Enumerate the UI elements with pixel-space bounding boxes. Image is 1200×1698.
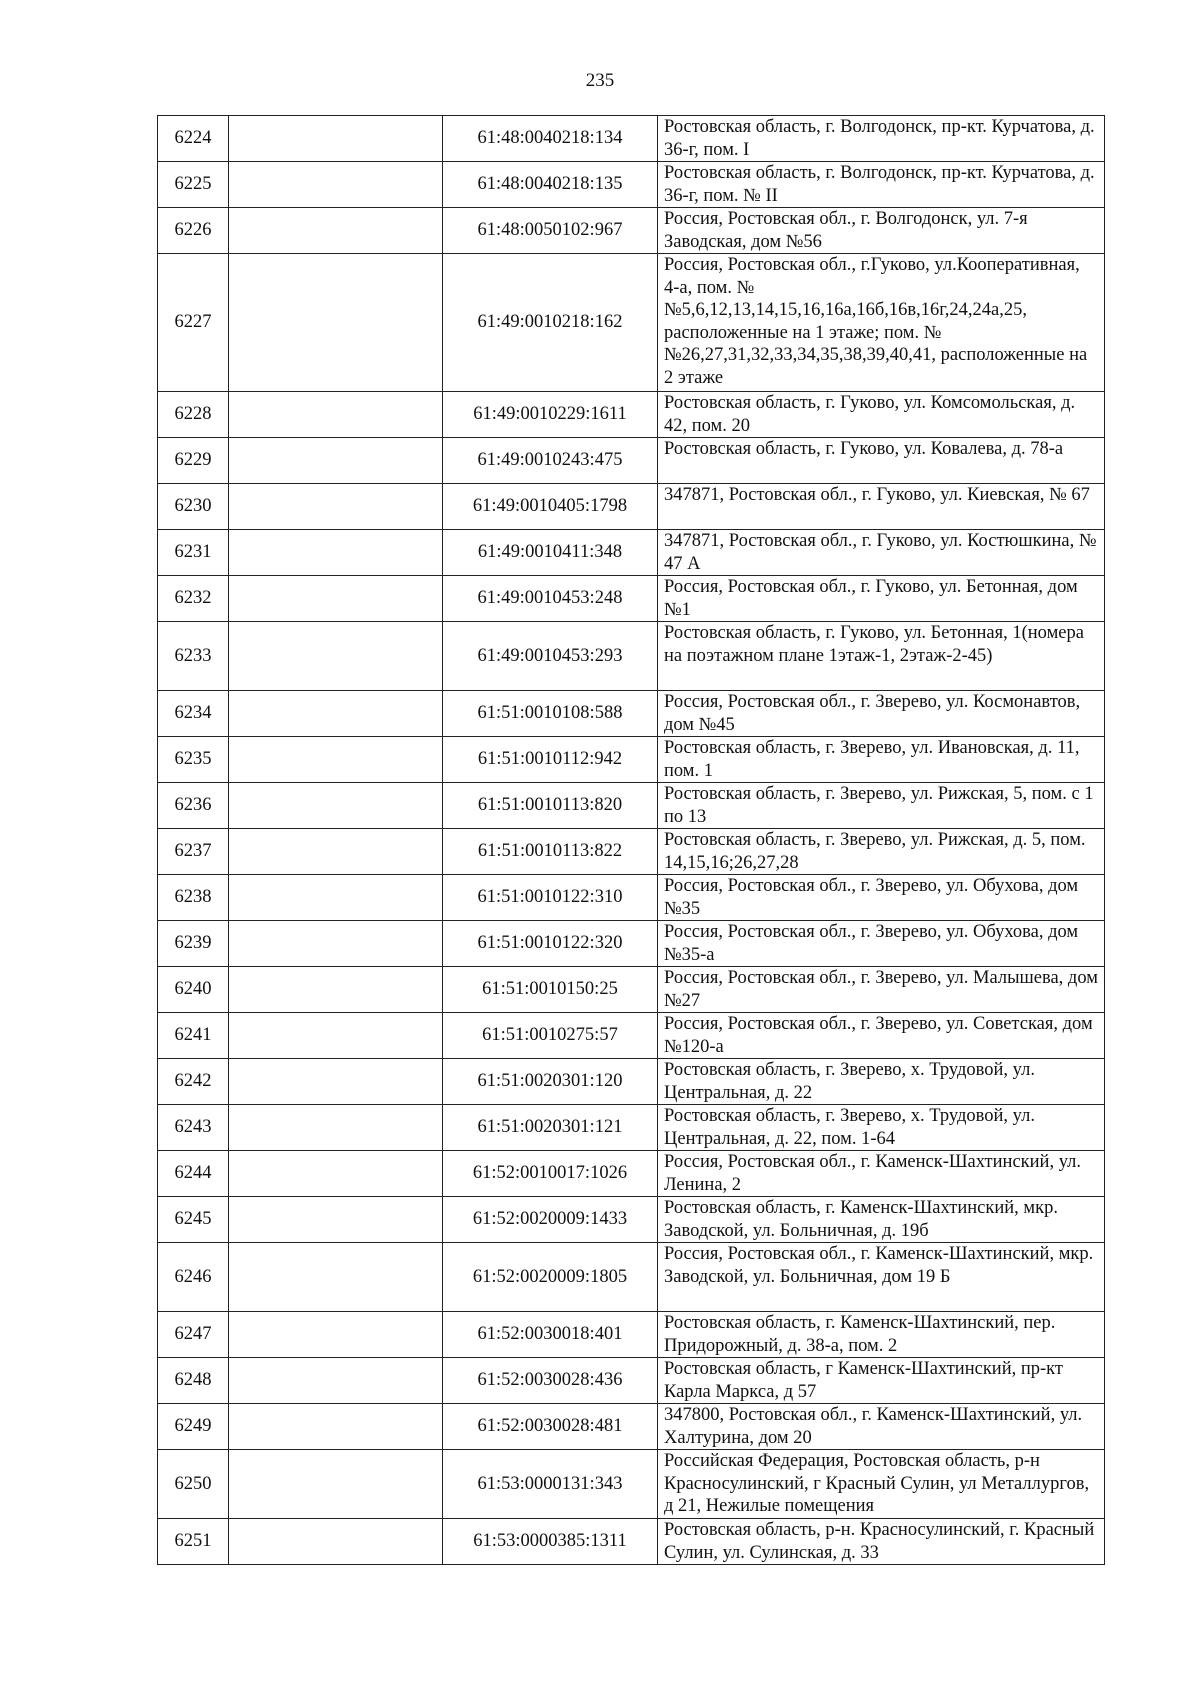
table-row: [158, 829, 1105, 875]
table-row: [158, 1358, 1105, 1404]
row-number-cell: 6250: [158, 1450, 229, 1519]
table-row: [158, 783, 1105, 829]
address-cell: Ростовская область, г Каменск-Шахтинский, пр-кт Карла Маркса, д 57: [658, 1358, 1105, 1404]
cadastral-number-cell: 61:49:0010218:162: [443, 254, 658, 392]
cadastral-number-cell: 61:51:0020301:120: [443, 1059, 658, 1105]
row-blank-cell: [229, 967, 443, 1013]
row-blank-cell: [229, 116, 443, 162]
table-row: [158, 254, 1105, 392]
table-row: [158, 1450, 1105, 1519]
address-cell: Россия, Ростовская обл., г. Волгодонск, ул. 7-я Заводская, дом №56: [658, 208, 1105, 254]
table-row: [158, 921, 1105, 967]
address-cell: Россия, Ростовская обл., г. Зверево, ул. Обухова, дом №35-а: [658, 921, 1105, 967]
table-row: [158, 438, 1105, 484]
row-blank-cell: [229, 737, 443, 783]
cadastral-number-cell: 61:51:0010122:310: [443, 875, 658, 921]
table-row: [158, 208, 1105, 254]
address-cell: Россия, Ростовская обл., г. Гуково, ул. Бетонная, дом №1: [658, 576, 1105, 622]
cadastral-number-cell: 61:49:0010453:293: [443, 622, 658, 691]
row-number-cell: 6232: [158, 576, 229, 622]
row-number-cell: 6229: [158, 438, 229, 484]
cadastral-number-cell: 61:48:0040218:134: [443, 116, 658, 162]
row-blank-cell: [229, 254, 443, 392]
table-row: [158, 1013, 1105, 1059]
cadastral-number-cell: 61:52:0020009:1805: [443, 1243, 658, 1312]
row-blank-cell: [229, 622, 443, 691]
table-row: [158, 1197, 1105, 1243]
address-cell: Россия, Ростовская обл., г. Зверево, ул. Космонавтов, дом №45: [658, 691, 1105, 737]
row-number-cell: 6236: [158, 783, 229, 829]
row-blank-cell: [229, 576, 443, 622]
address-cell: Россия, Ростовская обл., г. Зверево, ул. Советская, дом №120-а: [658, 1013, 1105, 1059]
address-cell: Россия, Ростовская обл., г. Каменск-Шахтинский, мкр. Заводской, ул. Больничная, дом 19 Б: [658, 1243, 1105, 1312]
row-blank-cell: [229, 1243, 443, 1312]
address-cell: Ростовская область, г. Зверево, х. Трудовой, ул. Центральная, д. 22: [658, 1059, 1105, 1105]
cadastral-number-cell: 61:51:0010113:822: [443, 829, 658, 875]
row-blank-cell: [229, 921, 443, 967]
row-number-cell: 6251: [158, 1519, 229, 1565]
address-cell: Ростовская область, г. Волгодонск, пр-кт. Курчатова, д. 36-г, пом. I: [658, 116, 1105, 162]
table-row: [158, 875, 1105, 921]
cadastral-number-cell: 61:51:0010150:25: [443, 967, 658, 1013]
row-number-cell: 6246: [158, 1243, 229, 1312]
table-row: [158, 737, 1105, 783]
address-cell: Ростовская область, г. Каменск-Шахтинский, мкр. Заводской, ул. Больничная, д. 19б: [658, 1197, 1105, 1243]
cadastral-number-cell: 61:49:0010411:348: [443, 530, 658, 576]
row-number-cell: 6226: [158, 208, 229, 254]
address-cell: Ростовская область, г. Зверево, ул. Ивановская, д. 11, пом. 1: [658, 737, 1105, 783]
table-row: [158, 392, 1105, 438]
address-cell: Ростовская область, г. Гуково, ул. Комсомольская, д. 42, пом. 20: [658, 392, 1105, 438]
table-row: [158, 1519, 1105, 1565]
row-blank-cell: [229, 1197, 443, 1243]
address-cell: Россия, Ростовская обл., г. Каменск-Шахтинский, ул. Ленина, 2: [658, 1151, 1105, 1197]
address-cell: Ростовская область, г. Зверево, х. Трудовой, ул. Центральная, д. 22, пом. 1-64: [658, 1105, 1105, 1151]
table-row: [158, 1105, 1105, 1151]
row-number-cell: 6245: [158, 1197, 229, 1243]
address-cell: Ростовская область, г. Гуково, ул. Бетонная, 1(номера на поэтажном плане 1этаж-1, 2этаж-2-45): [658, 622, 1105, 691]
cadastral-number-cell: 61:51:0010275:57: [443, 1013, 658, 1059]
cadastral-number-cell: 61:53:0000131:343: [443, 1450, 658, 1519]
table-row: [158, 1151, 1105, 1197]
address-cell: 347871, Ростовская обл., г. Гуково, ул. Киевская, № 67: [658, 484, 1105, 530]
table-row: [158, 576, 1105, 622]
row-blank-cell: [229, 829, 443, 875]
row-number-cell: 6234: [158, 691, 229, 737]
table-row: [158, 1059, 1105, 1105]
row-blank-cell: [229, 1151, 443, 1197]
table-row: [158, 967, 1105, 1013]
cadastral-number-cell: 61:48:0040218:135: [443, 162, 658, 208]
address-cell: Ростовская область, г. Зверево, ул. Рижская, 5, пом. с 1 по 13: [658, 783, 1105, 829]
address-cell: Россия, Ростовская обл., г. Зверево, ул. Малышева, дом №27: [658, 967, 1105, 1013]
table-row: [158, 530, 1105, 576]
registry-table-body: [158, 116, 1105, 1565]
cadastral-number-cell: 61:53:0000385:1311: [443, 1519, 658, 1565]
table-row: [158, 116, 1105, 162]
row-blank-cell: [229, 1404, 443, 1450]
cadastral-number-cell: 61:49:0010405:1798: [443, 484, 658, 530]
cadastral-number-cell: 61:52:0020009:1433: [443, 1197, 658, 1243]
row-number-cell: 6238: [158, 875, 229, 921]
row-blank-cell: [229, 1013, 443, 1059]
table-row: [158, 1243, 1105, 1312]
table-row: [158, 622, 1105, 691]
row-blank-cell: [229, 1519, 443, 1565]
row-number-cell: 6242: [158, 1059, 229, 1105]
row-blank-cell: [229, 530, 443, 576]
cadastral-number-cell: 61:49:0010453:248: [443, 576, 658, 622]
cadastral-number-cell: 61:51:0010122:320: [443, 921, 658, 967]
address-cell: Ростовская область, р-н. Красносулинский, г. Красный Сулин, ул. Сулинская, д. 33: [658, 1519, 1105, 1565]
row-blank-cell: [229, 484, 443, 530]
cadastral-number-cell: 61:48:0050102:967: [443, 208, 658, 254]
row-number-cell: 6240: [158, 967, 229, 1013]
row-blank-cell: [229, 783, 443, 829]
address-cell: Россия, Ростовская обл., г.Гуково, ул.Кооперативная, 4-а, пом. №№5,6,12,13,14,15,16,16а,16б,16в,16г,24,24а,25, расположенные на 1 этаже; пом. №№26,27,31,32,33,34,35,38,39,40,41, расположенные на 2 этаже: [658, 254, 1105, 392]
table-row: [158, 1404, 1105, 1450]
address-cell: Ростовская область, г. Гуково, ул. Ковалева, д. 78-а: [658, 438, 1105, 484]
row-number-cell: 6239: [158, 921, 229, 967]
row-blank-cell: [229, 1059, 443, 1105]
cadastral-number-cell: 61:49:0010243:475: [443, 438, 658, 484]
address-cell: Российская Федерация, Ростовская область, р-н Красносулинский, г Красный Сулин, ул Металлургов, д 21, Нежилые помещения: [658, 1450, 1105, 1519]
row-blank-cell: [229, 392, 443, 438]
row-number-cell: 6228: [158, 392, 229, 438]
row-blank-cell: [229, 162, 443, 208]
cadastral-number-cell: 61:51:0010112:942: [443, 737, 658, 783]
row-number-cell: 6225: [158, 162, 229, 208]
address-cell: Россия, Ростовская обл., г. Зверево, ул. Обухова, дом №35: [658, 875, 1105, 921]
table-row: [158, 162, 1105, 208]
row-number-cell: 6224: [158, 116, 229, 162]
row-blank-cell: [229, 1358, 443, 1404]
row-number-cell: 6231: [158, 530, 229, 576]
address-cell: 347800, Ростовская обл., г. Каменск-Шахтинский, ул. Халтурина, дом 20: [658, 1404, 1105, 1450]
row-number-cell: 6237: [158, 829, 229, 875]
row-blank-cell: [229, 875, 443, 921]
address-cell: Ростовская область, г. Каменск-Шахтинский, пер. Придорожный, д. 38-а, пом. 2: [658, 1312, 1105, 1358]
row-blank-cell: [229, 208, 443, 254]
cadastral-number-cell: 61:52:0030028:481: [443, 1404, 658, 1450]
row-number-cell: 6233: [158, 622, 229, 691]
row-number-cell: 6247: [158, 1312, 229, 1358]
row-blank-cell: [229, 1450, 443, 1519]
row-number-cell: 6248: [158, 1358, 229, 1404]
page-number: 235: [585, 70, 615, 91]
cadastral-number-cell: 61:49:0010229:1611: [443, 392, 658, 438]
table-row: [158, 484, 1105, 530]
address-cell: 347871, Ростовская обл., г. Гуково, ул. Костюшкина, № 47 А: [658, 530, 1105, 576]
table-row: [158, 1312, 1105, 1358]
row-blank-cell: [229, 1312, 443, 1358]
cadastral-number-cell: 61:52:0030018:401: [443, 1312, 658, 1358]
row-number-cell: 6230: [158, 484, 229, 530]
address-cell: Ростовская область, г. Волгодонск, пр-кт. Курчатова, д. 36-г, пом. № II: [658, 162, 1105, 208]
cadastral-number-cell: 61:51:0010113:820: [443, 783, 658, 829]
row-number-cell: 6235: [158, 737, 229, 783]
row-number-cell: 6241: [158, 1013, 229, 1059]
address-cell: Ростовская область, г. Зверево, ул. Рижская, д. 5, пом. 14,15,16;26,27,28: [658, 829, 1105, 875]
row-blank-cell: [229, 691, 443, 737]
row-number-cell: 6227: [158, 254, 229, 392]
row-blank-cell: [229, 1105, 443, 1151]
registry-table: [157, 115, 1105, 1565]
row-number-cell: 6243: [158, 1105, 229, 1151]
cadastral-number-cell: 61:51:0020301:121: [443, 1105, 658, 1151]
cadastral-number-cell: 61:51:0010108:588: [443, 691, 658, 737]
cadastral-number-cell: 61:52:0010017:1026: [443, 1151, 658, 1197]
row-number-cell: 6244: [158, 1151, 229, 1197]
row-number-cell: 6249: [158, 1404, 229, 1450]
table-row: [158, 691, 1105, 737]
row-blank-cell: [229, 438, 443, 484]
cadastral-number-cell: 61:52:0030028:436: [443, 1358, 658, 1404]
